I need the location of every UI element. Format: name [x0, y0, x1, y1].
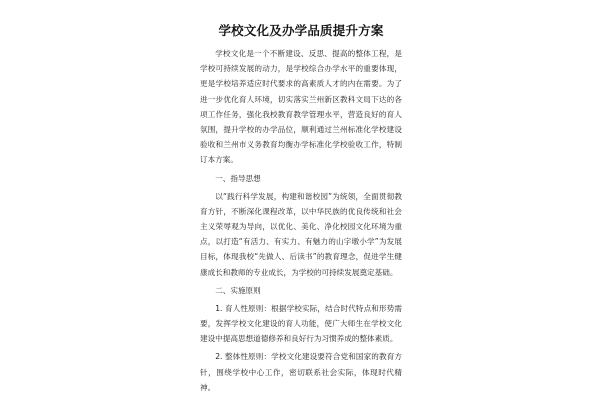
intro-paragraph: 学校文化是一个不断建设、反思、提高的整体工程，是学校可持续发展的动力，是学校综合办学水平的重要体现，更是学校培养适应时代要求的高素质人才的内在需要。为了进一步优化育人环境，切实落实兰州新区教科文局下达的各项工作任务，强化我校教育教学管理水平，营造良好的育人氛围，提升学校的办学品位，顺利通过兰州标准化学校建设验收和兰州市义务教育均衡办学标准化学校验收工作，特制订本方案。	[200, 49, 402, 165]
section-heading-guiding-ideology: 一、指导思想	[215, 173, 261, 183]
section-heading-implementation-principles: 二、实施原则	[215, 285, 261, 295]
guiding-ideology-paragraph: 以“践行科学发展，构建和谐校园”为统领，全面贯彻教育方针，不断深化课程改革，以中华民族的优良传统和社会主义荣辱观为导向，以优化、美化、净化校园文化环境为重点，以打造“有活力、有实力、有魅力的山字墩小学”为发展目标，体现我校“先做人、后读书”的教育理念，促进学生健康成长和教师的专业成长，为学校的可持续发展奠定基础。	[200, 191, 402, 277]
principle-paragraph-educational: 1. 育人性原则：根据学校实际，结合时代特点和形势需要，发挥学校文化建设的育人功能，使广大师生在学校文化建设中提高思想道德修养和良好行为习惯养成的整体素质。	[200, 303, 402, 344]
principle-paragraph-holistic: 2. 整体性原则：学校文化建设要符合党和国家的教育方针，围绕学校中心工作，密切联系社会实际，体现时代精神。	[200, 352, 402, 392]
document-title: 学校文化及办学品质提升方案	[218, 23, 384, 38]
document-body	[200, 22, 402, 398]
